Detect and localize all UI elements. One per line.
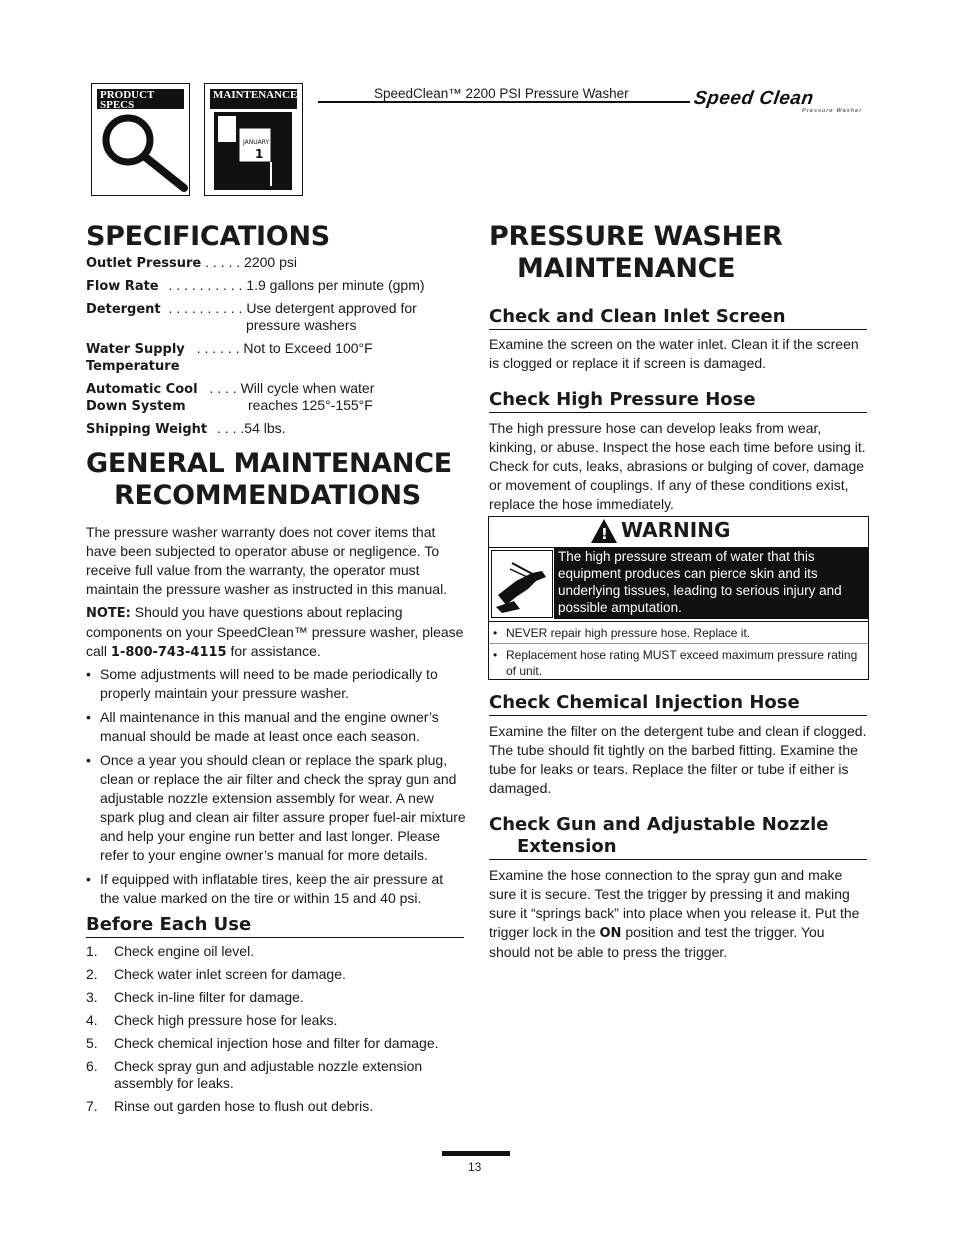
list-item: 2. Check water inlet screen for damage. (86, 966, 346, 982)
page-number-rule (442, 1155, 510, 1156)
warning-list (489, 621, 868, 681)
list-item: 7. Rinse out garden hose to flush out debris. (86, 1098, 374, 1114)
spec-label: Shipping Weight (86, 422, 208, 437)
general-maintenance-heading: GENERAL MAINTENANCE RECOMMENDATIONS (86, 448, 452, 511)
gun-nozzle-text: Examine the hose connection to the spray gun and make sure it is secure. Test the trigger by pressing it and making sure it “springs back” into place when you release it. Put the trigger lock in the ON position and test the trigger. You should not be able to press the trigger. (489, 867, 860, 960)
maintenance-icon (204, 83, 303, 196)
list-item: • Replacement hose rating MUST exceed maximum pressure rating of unit. (489, 644, 868, 681)
spec-row (86, 380, 374, 398)
calendar-month: JANUARY (243, 139, 270, 146)
product-specs-icon (91, 83, 190, 196)
spec-value: 2200 psi (244, 254, 297, 270)
spec-dots: . . . . . . . . . . (168, 277, 243, 293)
hand-spray-injury-icon (491, 550, 553, 618)
magnifier-icon (92, 84, 188, 194)
note-label: NOTE: (86, 606, 131, 621)
list-item: • If equipped with inflatable tires, keep the air pressure at the value marked on the tire or within 15 and 40 psi. (86, 870, 466, 908)
list-item: 6. Check spray gun and adjustable nozzle extension assembly for leaks. (86, 1058, 423, 1091)
pressure-washer-maintenance-heading: PRESSURE WASHER MAINTENANCE (489, 221, 783, 284)
gun-nozzle-heading: Check Gun and Adjustable Nozzle Extension (489, 814, 867, 860)
spec-row (86, 340, 373, 358)
spec-value: Use detergent approved for (246, 300, 417, 316)
header-rule (318, 101, 690, 103)
spec-dots: . . . . (217, 420, 245, 436)
spec-value: Will cycle when water (240, 380, 375, 396)
maintenance-bullets (86, 665, 466, 913)
list-item: 3. Check in-line filter for damage. (86, 989, 304, 1005)
chemical-injection-heading: Check Chemical Injection Hose (489, 692, 867, 716)
inlet-screen-heading: Check and Clean Inlet Screen (489, 306, 867, 330)
list-item: • Once a year you should clean or replace the spark plug, clean or replace the air filter and check the spray gun and adjustable nozzle extension assembly for wear. A new spark plug and clean air filter assure proper fuel-air mixture and help your engine run better and last longer. Please refer to your engine owner’s manual for more details. (86, 751, 466, 865)
spec-dots: . . . . (209, 380, 237, 396)
calendar-day: 1 (255, 147, 264, 161)
product-specs-label: PRODUCT SPECS (97, 89, 184, 109)
spec-label: Detergent (86, 302, 161, 317)
spec-value: 54 lbs. (244, 420, 286, 436)
high-pressure-hose-heading: Check High Pressure Hose (489, 389, 867, 413)
spec-label: Flow Rate (86, 279, 159, 294)
speed-clean-logo: Speed Clean (692, 88, 816, 109)
list-item: • Some adjustments will need to be made periodically to properly maintain your pressure washer. (86, 665, 466, 703)
page-number: 13 (468, 1160, 482, 1174)
before-use-steps (86, 943, 466, 1121)
spec-row (86, 254, 297, 272)
spec-label: Automatic Cool (86, 382, 198, 397)
spec-label: Water Supply (86, 342, 185, 357)
spec-value: Not to Exceed 100°F (243, 340, 373, 356)
spec-label: Outlet Pressure (86, 256, 202, 271)
list-item: 4. Check high pressure hose for leaks. (86, 1012, 338, 1028)
list-item: 5. Check chemical injection hose and filter for damage. (86, 1035, 439, 1051)
logo-subtitle: Pressure Washer (802, 108, 863, 114)
wrench-calendar-icon (205, 84, 301, 194)
maintenance-label: MAINTENANCE (210, 89, 297, 109)
inlet-screen-text: Examine the screen on the water inlet. Clean it if the screen is clogged or replace it if screen is damaged. (489, 336, 859, 371)
spec-label-cont: Temperature (86, 359, 180, 374)
list-item: • All maintenance in this manual and the engine owner’s manual should be made at least once each season. (86, 708, 466, 746)
before-each-use-heading: Before Each Use (86, 914, 464, 938)
spec-value-cont: pressure washers (246, 317, 357, 333)
phone-number: 1-800-743-4115 (110, 645, 227, 660)
spec-value: 1.9 gallons per minute (gpm) (246, 277, 425, 293)
list-item: • NEVER repair high pressure hose. Replace it. (489, 622, 868, 644)
warning-box (488, 516, 869, 680)
spec-value-cont: reaches 125°-155°F (248, 397, 373, 413)
specifications-heading: SPECIFICATIONS (86, 221, 330, 252)
list-item: 1. Check engine oil level. (86, 943, 255, 959)
spec-label-cont: Down System (86, 399, 186, 414)
spec-row (86, 277, 425, 295)
warranty-paragraph: The pressure washer warranty does not cover items that have been subjected to operator abuse or negligence. To receive full value from the warranty, the operator must maintain the pressure washer as instructed in this manual. (86, 524, 448, 597)
high-pressure-hose-text: The high pressure hose can develop leaks from wear, kinking, or abuse. Inspect the hose each time before using it. Check for cuts, leaks, abrasions or bulging of cover, damage or movement of couplings. If any of these conditions exist, replace the hose immediately. (489, 420, 866, 512)
warning-title: WARNING (621, 518, 731, 542)
warning-header: ! WARNING (489, 517, 868, 548)
spec-row (86, 420, 286, 438)
document-title: SpeedClean™ 2200 PSI Pressure Washer (374, 86, 629, 101)
spec-dots: . . . . . . . . . . (168, 300, 243, 316)
chemical-injection-text: Examine the filter on the detergent tube and clean if clogged. The tube should fit tightly on the barbed fitting. Examine the tube for leaks or tears. Replace the filter or tube if either is damaged. (489, 723, 867, 796)
spec-dots: . . . . . . (196, 340, 240, 356)
on-label: ON (599, 926, 622, 941)
spec-row (86, 300, 417, 318)
note-paragraph: NOTE: Should you have questions about replacing components on your SpeedClean™ pressure washer, please call 1-800-743-4115 for assistance. (86, 604, 464, 660)
warning-message: The high pressure stream of water that this equipment produces can pierce skin and its underlying tissues, leading to serious injury and possible amputation. (554, 547, 868, 619)
spec-dots: . . . . . (205, 254, 241, 270)
